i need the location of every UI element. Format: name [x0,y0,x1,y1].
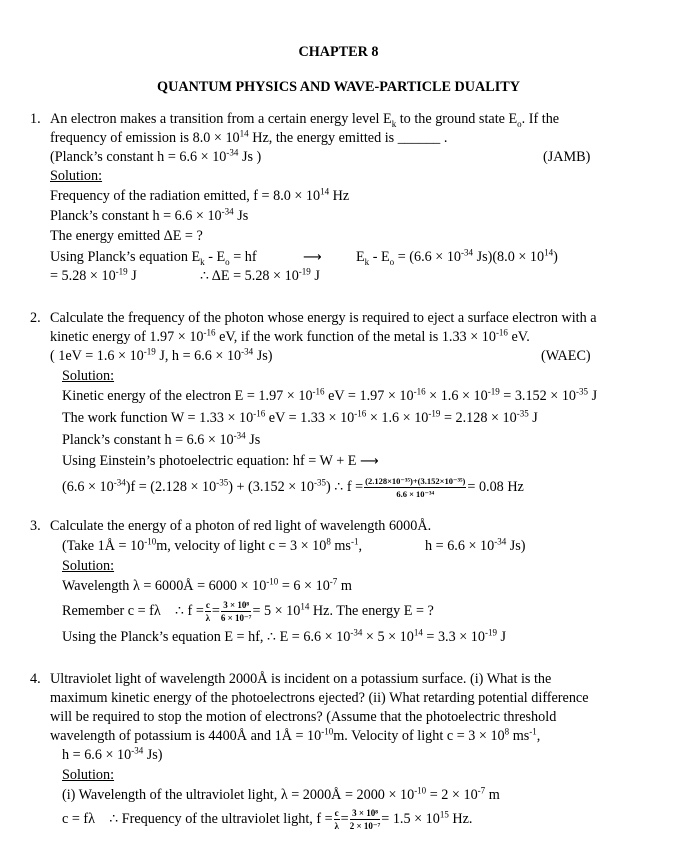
q4-line4: wavelength of potassium is 4400Å and 1Å = $10^{-10}m$. Velocity of light $c = 3 \times 10^8$ $ms^{-1}$, [50,726,541,744]
q4-number: 4. [30,671,41,687]
q2-solution-heading: Solution: [62,368,115,384]
q2-line3: ( $1eV = 1.6 \times 10^{-19}$ J, $h = 6.6 \times 10^{-34}$ Js) [50,346,273,364]
q4-line3: will be required to stop the motion of electrons? (Assume that the photoelectric threshold [50,709,557,725]
page-title: QUANTUM PHYSICS AND WAVE-PARTICLE DUALITY [157,79,520,95]
q2-number: 2. [30,310,41,326]
q1-solution-line2: Planck’s constant $h = 6.6 \times 10^{-34}$ Js [50,206,249,224]
q1-solution-line1: Frequency of the radiation emitted, $f = 8.0 \times 10^{14}$ Hz [50,186,350,204]
q3-solution-line3: Using the Planck’s equation E = hf, ∴ $E = 6.6 \times 10^{-34} \times 5 \times 10^{14} = 3.3 \times 10^{-19}$ J [62,627,507,645]
q3-fraction-values: $\frac{\text{3 × 10⁸}}{\text{6 × 10⁻⁷}}$ [220,600,252,624]
q1-line3: (Planck’s constant $h = 6.6 \times 10^{-34}$ Js ) [50,147,262,165]
q2-line1: Calculate the frequency of the photon whose energy is required to eject a surface electron with a [50,310,597,326]
q2-fraction: $\frac{\text{(2.128×10⁻³⁵)+(3.152×10⁻³⁵)}}{\text{6.6 × 10⁻³⁴}}$ [365,476,466,500]
q2-line2: kinetic energy of $1.97 \times 10^{-16}$ eV, if the work function of the metal is $1.33 \times 10^{-16}$ eV. [50,327,530,345]
q2-solution-line3: Planck’s constant $h = 6.6 \times 10^{-34}$ Js [62,430,261,448]
q2-solution-line4: Using Einstein’s photoelectric equation: hf = W + E ⟶ [62,453,379,469]
q3-number: 3. [30,518,41,534]
q3-line2-planck: $h = 6.6 \times 10^{-34}$ Js) [425,536,526,554]
q4-fraction-values: $\frac{\text{3 × 10⁸}}{\text{2 × 10⁻⁷}}$ [349,808,381,832]
q3-fraction-c-lambda: $\frac{c}{\lambda}$ [205,600,211,624]
q3-line2: (Take 1Å = $10^{-10}m$, velocity of light $c = 3 \times 10^8$ $ms^{-1}$, [62,536,362,554]
q1-line1: An electron makes a transition from a certain energy level $E_k$ to the ground state $E_o$. If the [50,111,560,129]
q3-line1: Calculate the energy of a photon of red light of wavelength 6000Å. [50,518,432,534]
q1-line2: frequency of emission is $8.0 \times 10^{14}$ Hz, the energy emitted is ______ . [50,128,448,146]
q1-solution-line3: The energy emitted ΔE = ? [50,228,203,244]
q2-solution-line5: $(6.6 \times 10^{-34})f = (2.128 \times 10^{-35}) + (3.152 \times 10^{-35})$ ∴ f = $\frac{\text{(2.128×10⁻³⁵)+(3.152×10⁻³⁵)}}{\text{6.6 × 10⁻³⁴}}$ = 0.08 Hz [62,476,524,500]
q2-solution-line2: The work function $W = 1.33 \times 10^{-16}$ eV = $1.33 \times 10^{-16} \times 1.6 \times 10^{-19} = 2.128 \times 10^{-35}$ J [62,408,538,426]
q1-solution-line4: Using Planck’s equation $E_k - E_o$ = hf [50,249,257,267]
q4-line2: maximum kinetic energy of the photoelectrons ejected? (ii) What retarding potential difference [50,690,589,706]
q3-solution-line1: Wavelength λ = 6000Å = $6000 \times 10^{-10} = 6 \times 10^{-7}$ m [62,576,352,594]
q1-solution-line5: = $5.28 \times 10^{-19}$ J [50,266,137,284]
arrow-icon: ⟶ [303,250,322,265]
arrow-icon: ⟶ [360,454,379,469]
q3-solution-line2: Remember c = fλ ∴ f = $\frac{c}{\lambda}$ = $\frac{\text{3 × 10⁸}}{\text{6 × 10⁻⁷}}$ = $5 \times 10^{14}$ Hz. The energy E = ? [62,600,434,624]
q1-source: (JAMB) [543,149,591,165]
q4-solution-heading: Solution: [62,767,115,783]
q1-solution-heading: Solution: [50,168,103,184]
q2-solution-line1: Kinetic energy of the electron $E = 1.97 \times 10^{-16}$ eV = $1.97 \times 10^{-16} \times 1.6 \times 10^{-19} = 3.152 \times 10^{-35}$ J [62,386,598,404]
q4-solution-line2: c = fλ ∴ Frequency of the ultraviolet light, f = $\frac{c}{\lambda}$ = $\frac{\text{3 × 10⁸}}{\text{2 × 10⁻⁷}}$ = $1.5 \times 10^{15}$ Hz. [62,808,473,832]
q1-solution-line4-result: $E_k - E_o = (6.6 \times 10^{-34}$ $Js)(8.0 \times 10^{14})$ [356,247,558,267]
q4-fraction-c-lambda: $\frac{c}{\lambda}$ [334,808,339,832]
q1-answer: ∴ $\Delta E = 5.28 \times 10^{-19}$ J [200,266,320,284]
q4-line1: Ultraviolet light of wavelength 2000Å is incident on a potassium surface. (i) What is the [50,671,552,687]
chapter-heading: CHAPTER 8 [298,44,379,60]
q2-source: (WAEC) [541,348,591,364]
q1-number: 1. [30,111,41,127]
q3-solution-heading: Solution: [62,558,115,574]
q4-solution-line1: (i) Wavelength of the ultraviolet light, λ = 2000Å = $2000 \times 10^{-10} = 2 \times 10^{-7}$ m [62,785,500,803]
q4-line5: $h = 6.6 \times 10^{-34}$ Js) [62,745,163,763]
